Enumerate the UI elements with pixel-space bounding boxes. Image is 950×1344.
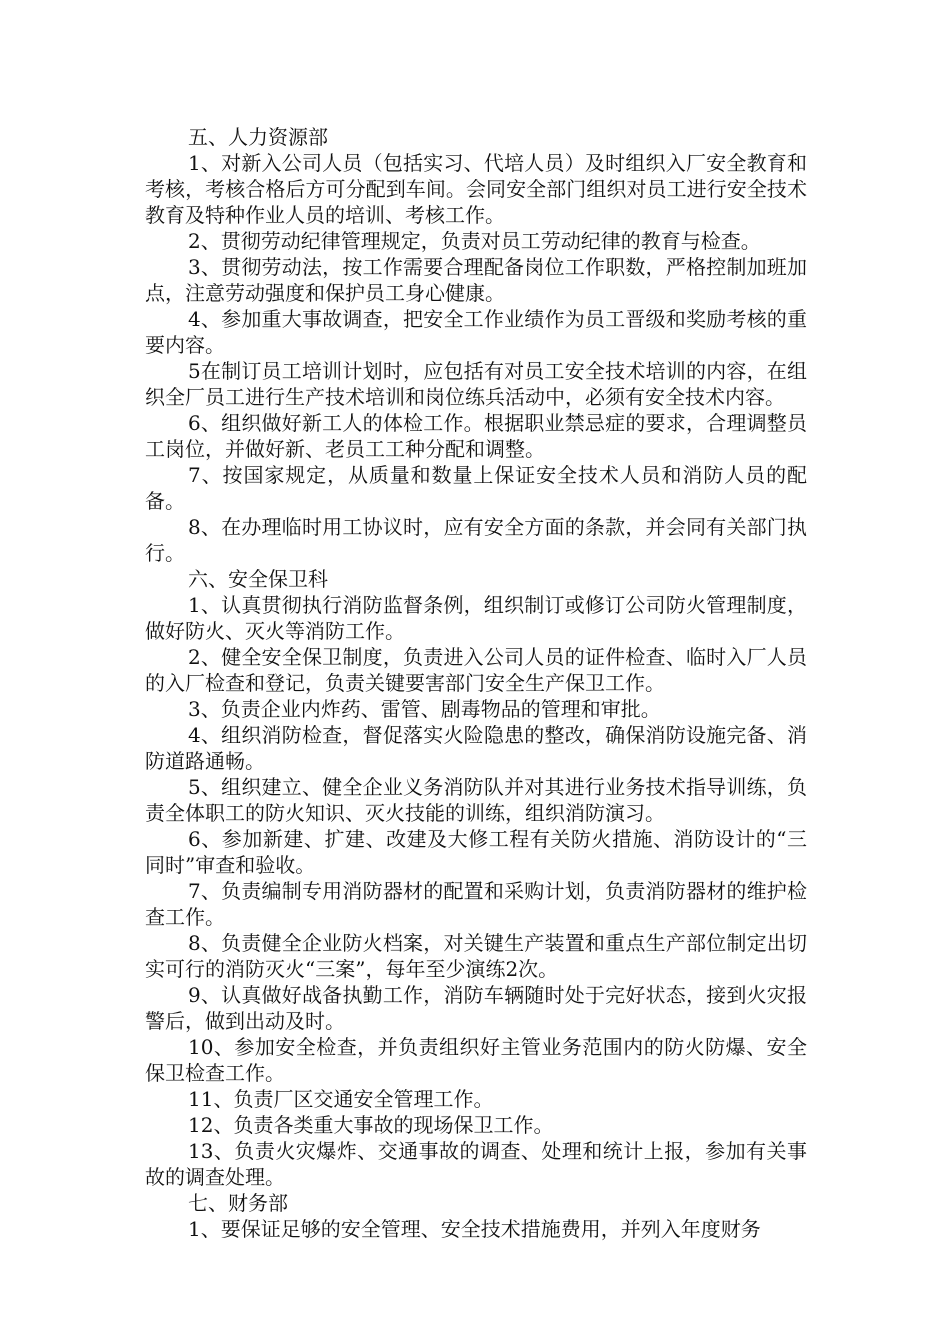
paragraph: 7、按国家规定，从质量和数量上保证安全技术人员和消防人员的配备。 [145, 463, 807, 513]
paragraph: 10、参加安全检查，并负责组织好主管业务范围内的防火防爆、安全保卫检查工作。 [145, 1035, 807, 1085]
paragraph: 13、负责火灾爆炸、交通事故的调查、处理和统计上报，参加有关事故的调查处理。 [145, 1139, 807, 1189]
paragraph: 5在制订员工培训计划时，应包括有对员工安全技术培训的内容，在组织全厂员工进行生产技术培训和岗位练兵活动中，必须有安全技术内容。 [145, 359, 807, 409]
paragraph: 3、负责企业内炸药、雷管、剧毒物品的管理和审批。 [188, 697, 661, 721]
section-heading-finance: 七、财务部 [188, 1191, 288, 1215]
paragraph: 4、参加重大事故调查，把安全工作业绩作为员工晋级和奖励考核的重要内容。 [145, 307, 807, 357]
paragraph: 4、组织消防检查，督促落实火险隐患的整改，确保消防设施完备、消防道路通畅。 [145, 723, 807, 773]
paragraph: 6、参加新建、扩建、改建及大修工程有关防火措施、消防设计的“三同时”审查和验收。 [145, 827, 807, 877]
paragraph: 9、认真做好战备执勤工作，消防车辆随时处于完好状态，接到火灾报警后，做到出动及时。 [145, 983, 807, 1033]
paragraph: 8、在办理临时用工协议时，应有安全方面的条款，并会同有关部门执行。 [145, 515, 807, 565]
document-body [145, 124, 807, 1242]
section-heading-security: 六、安全保卫科 [188, 567, 328, 591]
paragraph: 1、要保证足够的安全管理、安全技术措施费用，并列入年度财务 [188, 1217, 761, 1241]
paragraph: 1、认真贯彻执行消防监督条例，组织制订或修订公司防火管理制度，做好防火、灭火等消防工作。 [145, 593, 807, 643]
paragraph: 2、健全安全保卫制度，负责进入公司人员的证件检查、临时入厂人员的入厂检查和登记，负责关键要害部门安全生产保卫工作。 [145, 645, 807, 695]
paragraph: 11、负责厂区交通安全管理工作。 [188, 1087, 494, 1111]
paragraph: 8、负责健全企业防火档案，对关键生产装置和重点生产部位制定出切实可行的消防灭火“三案”，每年至少演练2次。 [145, 931, 807, 981]
section-heading-hr: 五、人力资源部 [188, 125, 328, 149]
paragraph: 7、负责编制专用消防器材的配置和采购计划，负责消防器材的维护检查工作。 [145, 879, 807, 929]
paragraph: 6、组织做好新工人的体检工作。根据职业禁忌症的要求，合理调整员工岗位，并做好新、老员工工种分配和调整。 [145, 411, 807, 461]
paragraph: 2、贯彻劳动纪律管理规定，负责对员工劳动纪律的教育与检查。 [188, 229, 761, 253]
paragraph: 5、组织建立、健全企业义务消防队并对其进行业务技术指导训练，负责全体职工的防火知识、灭火技能的训练，组织消防演习。 [145, 775, 807, 825]
paragraph: 12、负责各类重大事故的现场保卫工作。 [188, 1113, 554, 1137]
paragraph: 3、贯彻劳动法，按工作需要合理配备岗位工作职数，严格控制加班加点，注意劳动强度和保护员工身心健康。 [145, 255, 807, 305]
paragraph: 1、对新入公司人员（包括实习、代培人员）及时组织入厂安全教育和考核，考核合格后方可分配到车间。会同安全部门组织对员工进行安全技术教育及特种作业人员的培训、考核工作。 [145, 151, 807, 227]
